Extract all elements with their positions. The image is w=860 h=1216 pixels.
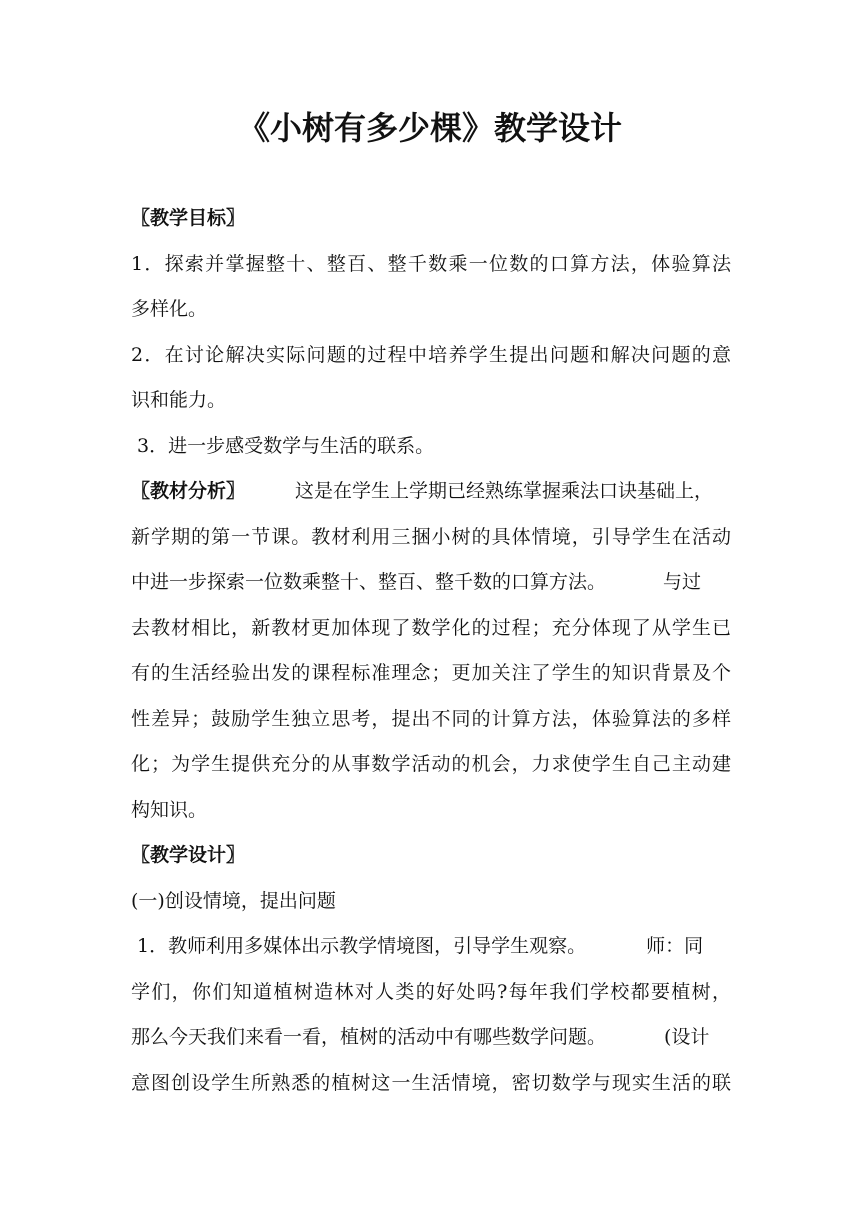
analysis-line-3 bbox=[131, 560, 731, 606]
design-p1-text-1a: 1．教师利用多媒体出示教学情境图，引导学生观察。 bbox=[131, 935, 587, 957]
analysis-text-1: 这是在学生上学期已经熟练掌握乘法口诀基础上， bbox=[295, 480, 714, 502]
analysis-text-3b: 与过 bbox=[663, 571, 702, 593]
analysis-line-7: 化；为学生提供充分的从事数学活动的机会，力求使学生自己主动建 bbox=[131, 753, 731, 775]
design-p1-line-3 bbox=[131, 1015, 731, 1061]
analysis-line-8: 构知识。 bbox=[131, 798, 208, 821]
goal-item-1-line-2: 多样化。 bbox=[131, 298, 208, 320]
design-p1-line-4: 意图创设学生所熟悉的植树这一生活情境，密切数学与现实生活的联 bbox=[131, 1071, 731, 1094]
design-p1-text-3a: 那么今天我们来看一看，植树的活动中有哪些数学问题。 bbox=[131, 1026, 607, 1048]
analysis-line-5: 有的生活经验出发的课程标准理念；更加关注了学生的知识背景及个 bbox=[131, 662, 731, 684]
analysis-line-6: 性差异；鼓励学生独立思考，提出不同的计算方法，体验算法的多样 bbox=[131, 707, 731, 730]
design-p1-line-1 bbox=[131, 924, 731, 970]
design-heading: 〖教学设计〗 bbox=[131, 844, 246, 866]
analysis-line-2: 新学期的第一节课。教材利用三捆小树的具体情境，引导学生在活动 bbox=[131, 525, 731, 548]
analysis-line-4: 去教材相比，新教材更加体现了数学化的过程；充分体现了从学生已 bbox=[131, 616, 731, 639]
analysis-text-3a: 中进一步探索一位数乘整十、整百、整千数的口算方法。 bbox=[131, 571, 607, 593]
analysis-line-1 bbox=[131, 469, 731, 515]
goal-item-2-line-1: 2．在讨论解决实际问题的过程中培养学生提出问题和解决问题的意 bbox=[131, 343, 731, 366]
design-p1-text-1b: 师：同 bbox=[646, 935, 704, 957]
document-body bbox=[131, 196, 731, 1106]
design-p1-line-2: 学们，你们知道植树造林对人类的好处吗?每年我们学校都要植树， bbox=[131, 980, 731, 1003]
design-subheading-1: (一)创设情境，提出问题 bbox=[131, 889, 336, 912]
document-title: 《小树有多少棵》教学设计 bbox=[237, 109, 622, 147]
goal-item-2-line-2: 识和能力。 bbox=[131, 389, 227, 411]
goal-item-3: 3．进一步感受数学与生活的联系。 bbox=[131, 434, 435, 457]
design-p1-text-3b: (设计 bbox=[664, 1026, 710, 1048]
goals-heading: 〖教学目标〗 bbox=[131, 207, 246, 229]
goal-item-1-line-1: 1．探索并掌握整十、整百、整千数乘一位数的口算方法，体验算法 bbox=[131, 252, 731, 275]
analysis-heading: 〖教材分析〗 bbox=[131, 480, 246, 502]
